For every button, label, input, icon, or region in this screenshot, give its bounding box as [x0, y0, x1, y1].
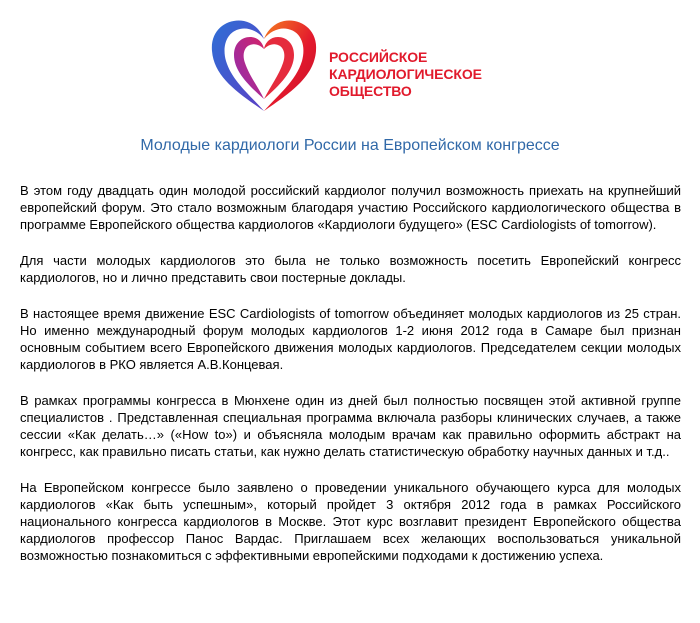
logo-wordmark [329, 49, 482, 100]
logo-line-2: КАРДИОЛОГИЧЕСКОЕ [329, 66, 482, 82]
article-body [20, 182, 681, 583]
logo-line-1: РОССИЙСКОЕ [329, 49, 428, 65]
article-title: Молодые кардиологи России на Европейском конгрессе [140, 137, 560, 154]
logo-line-3: ОБЩЕСТВО [329, 83, 412, 99]
article-paragraph-4: В рамках программы конгресса в Мюнхене один из дней был полностью посвящен этой активной группе специалистов . Представленная специальная программа включала разборы клинических случаев, а также сессии «Как делать…» («How to») и объясняла молодым врачам как правильно оформить абстракт на конгресс, как правильно писать статьи, как нужно делать статистическую обработку научных данных и т.д.. [20, 393, 681, 459]
article-paragraph-1: В этом году двадцать один молодой российский кардиолог получил возможность приехать на крупнейший европейский форум. Это стало возможным благодаря участию Российского кардиологического общества в программе Европейского общества кардиологов «Кардиологи будущего» (ESC Cardiologists of tomorrow). [20, 183, 681, 232]
article-paragraph-5: На Европейском конгрессе было заявлено о проведении уникального обучающего курса для молодых кардиологов «Как быть успешным», который пройдет 3 октября 2012 года в рамках Российского национального конгресса кардиологов в Москве. Этот курс возглавит президент Европейского общества кардиологов профессор Панос Вардас. Приглашаем всех желающих воспользоваться уникальной возможностью познакомиться с эффективными европейскими подходами к достижению успеха. [20, 480, 681, 563]
article-paragraph-3: В настоящее время движение ESC Cardiologists of tomorrow объединяет молодых кардиологов из 25 стран. Но именно международный форум молодых кардиологов 1-2 июня 2012 года в Самаре был признан основным событием всего Европейского движения молодых кардиологов. Председателем секции молодых кардиологов в РКО является А.В.Концевая. [20, 306, 681, 372]
heart-logo-icon [208, 15, 320, 115]
article-paragraph-2: Для части молодых кардиологов это была не только возможность посетить Европейский конгресс кардиологов, но и лично представить свои постерные доклады. [20, 253, 681, 285]
society-logo [208, 15, 508, 115]
